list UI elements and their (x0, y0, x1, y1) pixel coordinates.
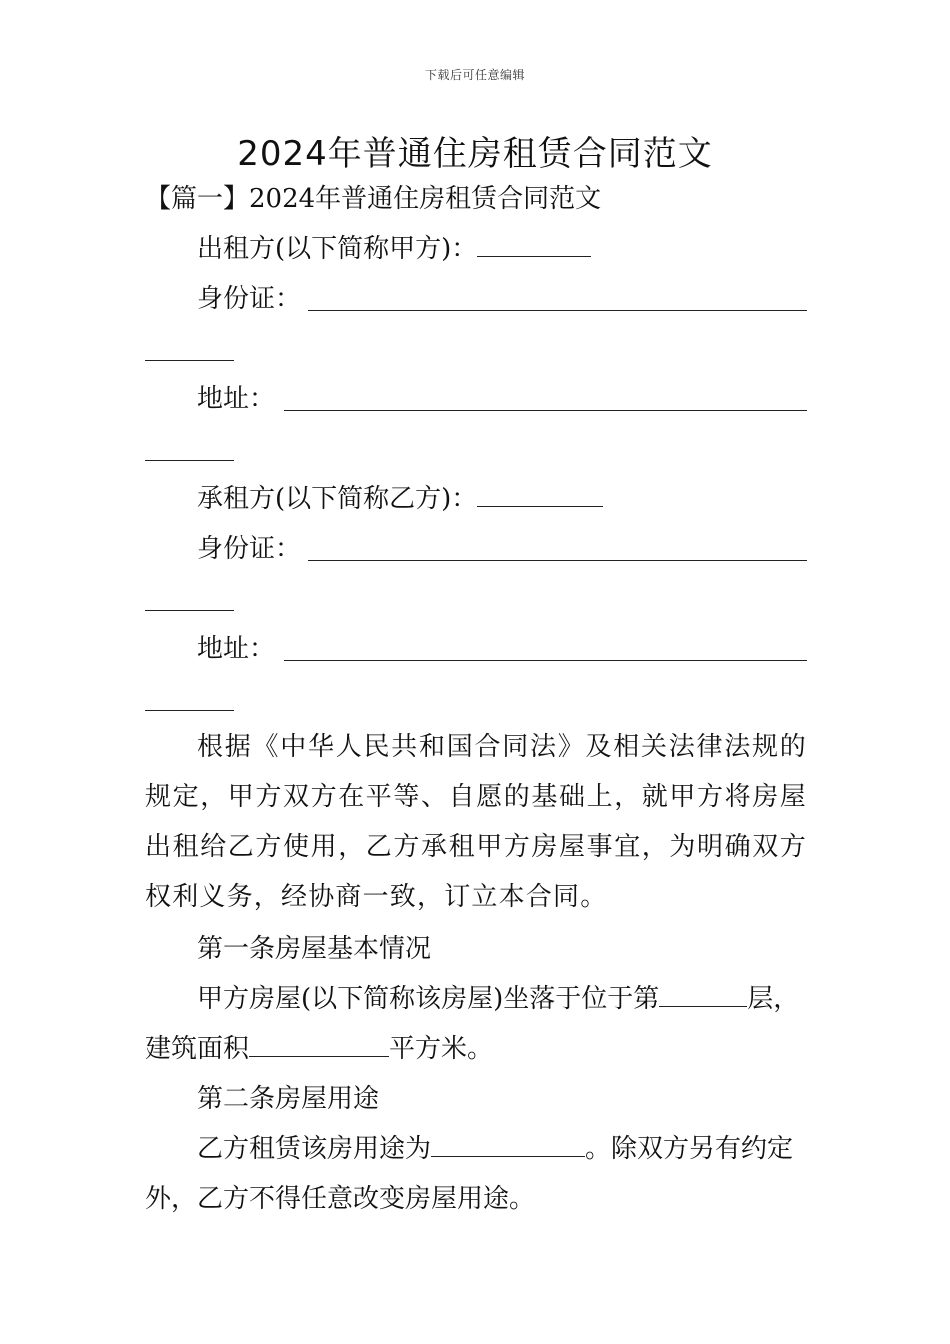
article1-text-d: 平方米。 (389, 1034, 494, 1064)
preamble-paragraph: 根据《中华人民共和国合同法》及相关法律法规的规定，甲方双方在平等、自愿的基础上，就甲方将房屋出租给乙方使用，乙方承租甲方房屋事宜，为明确双方权利义务，经协商一致，订立本合同。 (145, 732, 807, 912)
floor-blank[interactable] (659, 984, 747, 1007)
lessor-label: 出租方(以下简称甲方)： (197, 234, 478, 264)
lessee-label: 承租方(以下简称乙方)： (197, 484, 478, 514)
usage-blank[interactable] (431, 1134, 585, 1157)
lessee-address-blank[interactable] (284, 660, 807, 661)
lessor-id-blank-continued[interactable] (145, 360, 234, 361)
lessor-line (197, 234, 807, 264)
article1-text-c: 建筑面积 (145, 1034, 250, 1064)
download-note: 下载后可任意编辑 (424, 68, 525, 82)
document-title: 2024年普通住房租赁合同范文 (237, 134, 713, 174)
lessee-id-blank[interactable] (308, 560, 807, 561)
lessor-name-blank[interactable] (477, 234, 591, 257)
lessee-line (197, 484, 807, 514)
article1-text-a: 甲方房屋(以下简称该房屋)坐落于位于第 (197, 984, 660, 1014)
lessor-address-blank-continued[interactable] (145, 460, 234, 461)
section-heading: 【篇一】2024年普通住房租赁合同范文 (145, 184, 602, 214)
lessor-address-blank[interactable] (284, 410, 807, 411)
lessee-id-label: 身份证： (197, 534, 302, 564)
area-blank[interactable] (249, 1034, 389, 1057)
lessee-id-blank-continued[interactable] (145, 610, 234, 611)
article2-title: 第二条房屋用途 (197, 1084, 380, 1114)
article1-line2 (145, 1034, 807, 1064)
article1-text-b: 层， (747, 984, 800, 1014)
lessee-name-blank[interactable] (477, 484, 603, 507)
article2-line1 (197, 1134, 807, 1164)
lessor-id-blank[interactable] (308, 310, 807, 311)
article2-text-a: 乙方租赁该房用途为 (197, 1134, 432, 1164)
lessee-address-label: 地址： (197, 634, 276, 664)
article2-text-b: 。除双方另有约定 (585, 1134, 794, 1164)
lessor-id-label: 身份证： (197, 284, 302, 314)
article1-line1 (197, 984, 807, 1014)
article1-title: 第一条房屋基本情况 (197, 934, 432, 964)
lessor-address-label: 地址： (197, 384, 276, 414)
article2-line2: 外，乙方不得任意改变房屋用途。 (145, 1184, 536, 1214)
lessee-address-blank-continued[interactable] (145, 710, 234, 711)
